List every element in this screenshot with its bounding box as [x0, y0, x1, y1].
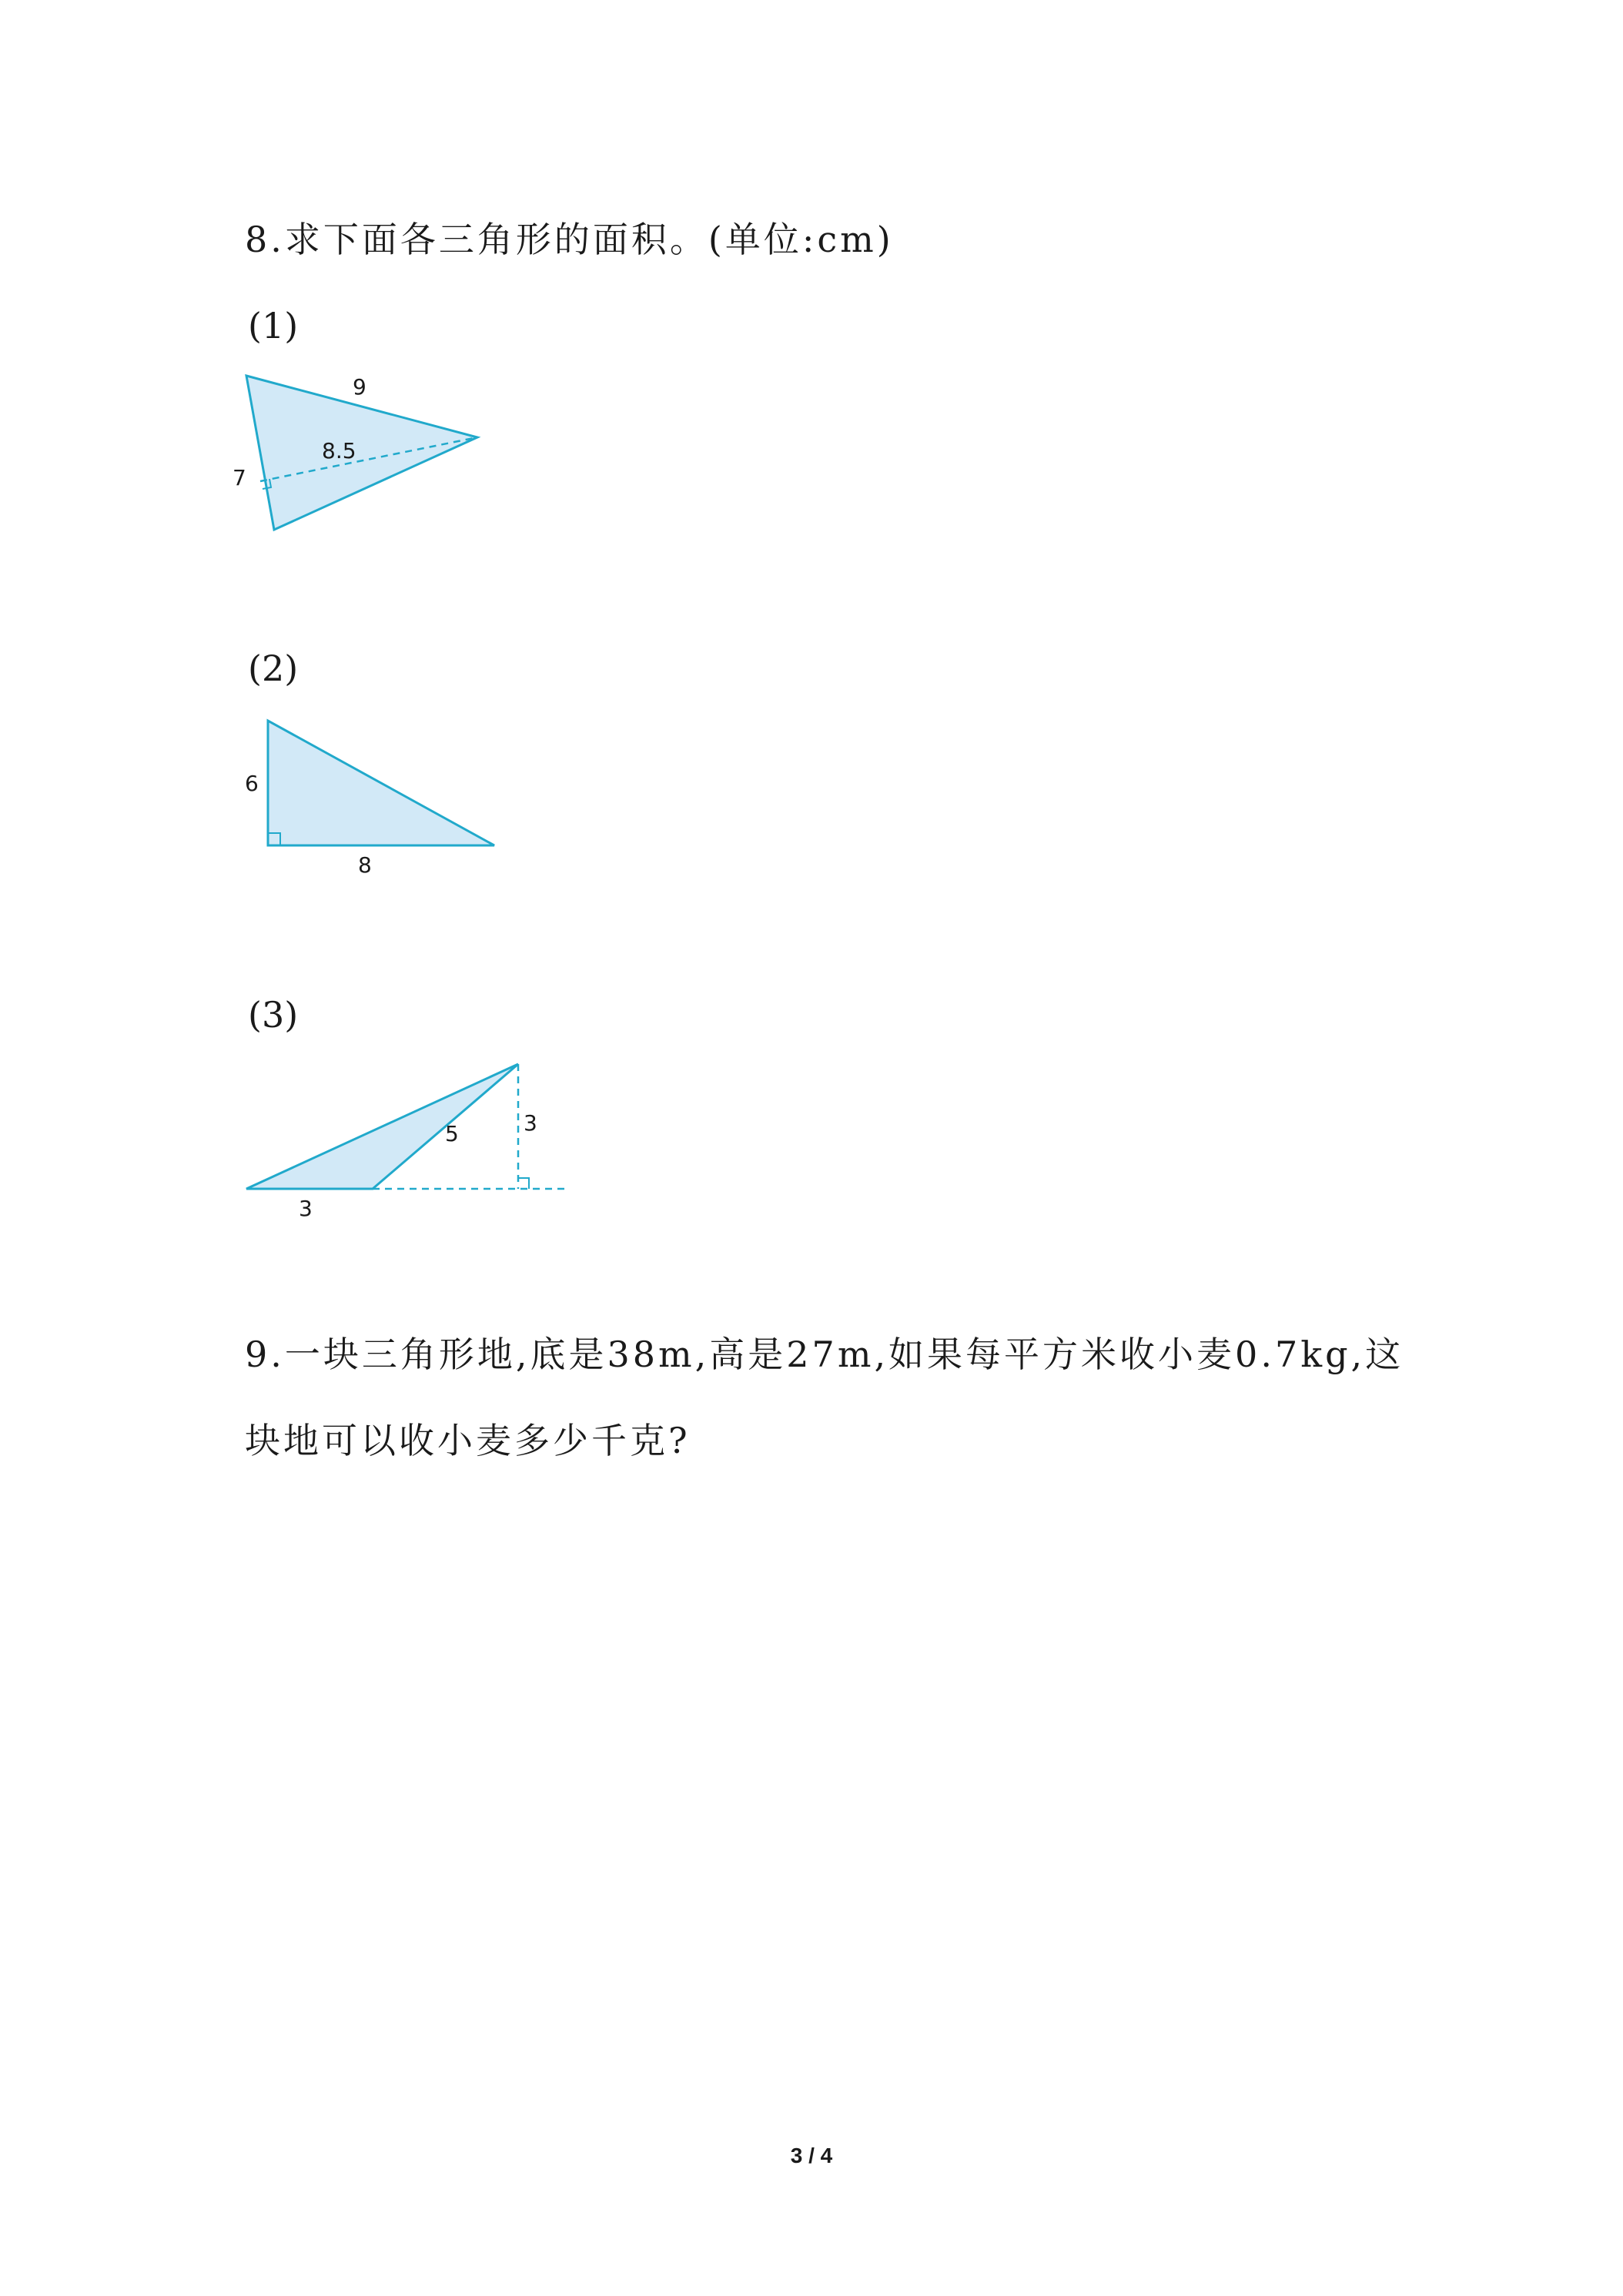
label-side-top: 9 — [353, 374, 366, 400]
right-angle-mark — [518, 1178, 529, 1189]
question-8-title: 8.求下面各三角形的面积。(单位:cm) — [245, 219, 894, 260]
figure-2-label: (2) — [248, 648, 299, 689]
label-base: 8 — [358, 852, 372, 878]
label-base: 3 — [299, 1196, 313, 1221]
label-height: 6 — [245, 771, 259, 796]
label-side: 5 — [445, 1121, 459, 1146]
label-height: 8.5 — [322, 438, 356, 464]
figure-1-triangle — [231, 362, 508, 547]
triangle-shape — [246, 1064, 518, 1189]
label-side-left: 7 — [233, 465, 246, 490]
figure-1-label: (1) — [248, 305, 299, 346]
page-number: 3 / 4 — [790, 2144, 833, 2167]
figure-2-triangle — [231, 701, 508, 878]
figure-3-triangle — [231, 1047, 585, 1224]
question-9-line-1: 9.一块三角形地,底是38m,高是27m,如果每平方米收小麦0.7kg,这 — [245, 1334, 1404, 1375]
triangle-shape — [268, 721, 494, 845]
label-height: 3 — [524, 1110, 537, 1136]
question-9-line-2: 块地可以收小麦多少千克? — [245, 1420, 691, 1461]
figure-3-label: (3) — [248, 994, 299, 1036]
